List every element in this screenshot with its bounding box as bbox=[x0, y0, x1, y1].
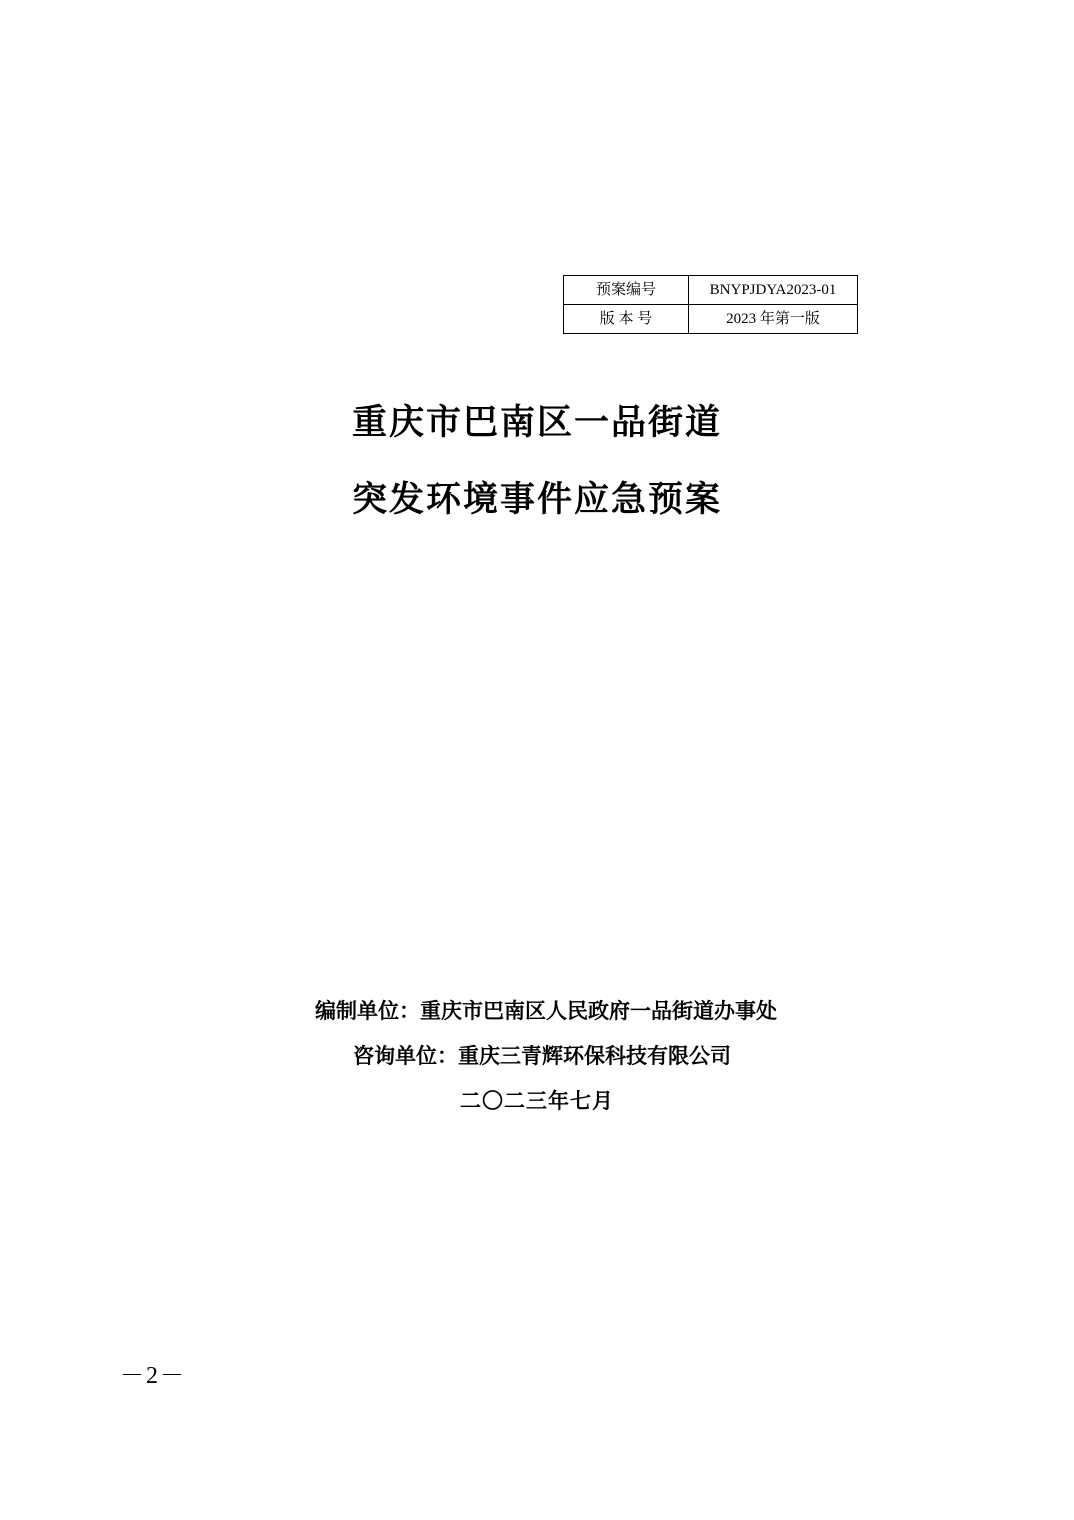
plan-number-label: 预案编号 bbox=[564, 276, 689, 305]
version-value: 2023 年第一版 bbox=[689, 305, 858, 334]
page-title-line-1: 重庆市巴南区一品街道 bbox=[351, 402, 722, 443]
prepared-by-line: 编制单位：重庆市巴南区人民政府一品街道办事处 bbox=[315, 998, 777, 1023]
plan-number-value: BNYPJDYA2023-01 bbox=[689, 276, 858, 305]
document-footer-block bbox=[0, 1000, 1074, 1135]
table-row bbox=[564, 305, 858, 334]
page-title-line-2: 突发环境事件应急预案 bbox=[351, 479, 722, 520]
consultant-line: 咨询单位：重庆三青辉环保科技有限公司 bbox=[353, 1043, 731, 1068]
plan-meta-table bbox=[563, 275, 858, 334]
page-title bbox=[0, 402, 1074, 520]
version-label: 版 本 号 bbox=[564, 305, 689, 334]
page-number: －2－ bbox=[120, 1363, 186, 1389]
meta-table bbox=[563, 275, 858, 334]
date-line: 二〇二三年七月 bbox=[460, 1088, 614, 1113]
table-row bbox=[564, 276, 858, 305]
